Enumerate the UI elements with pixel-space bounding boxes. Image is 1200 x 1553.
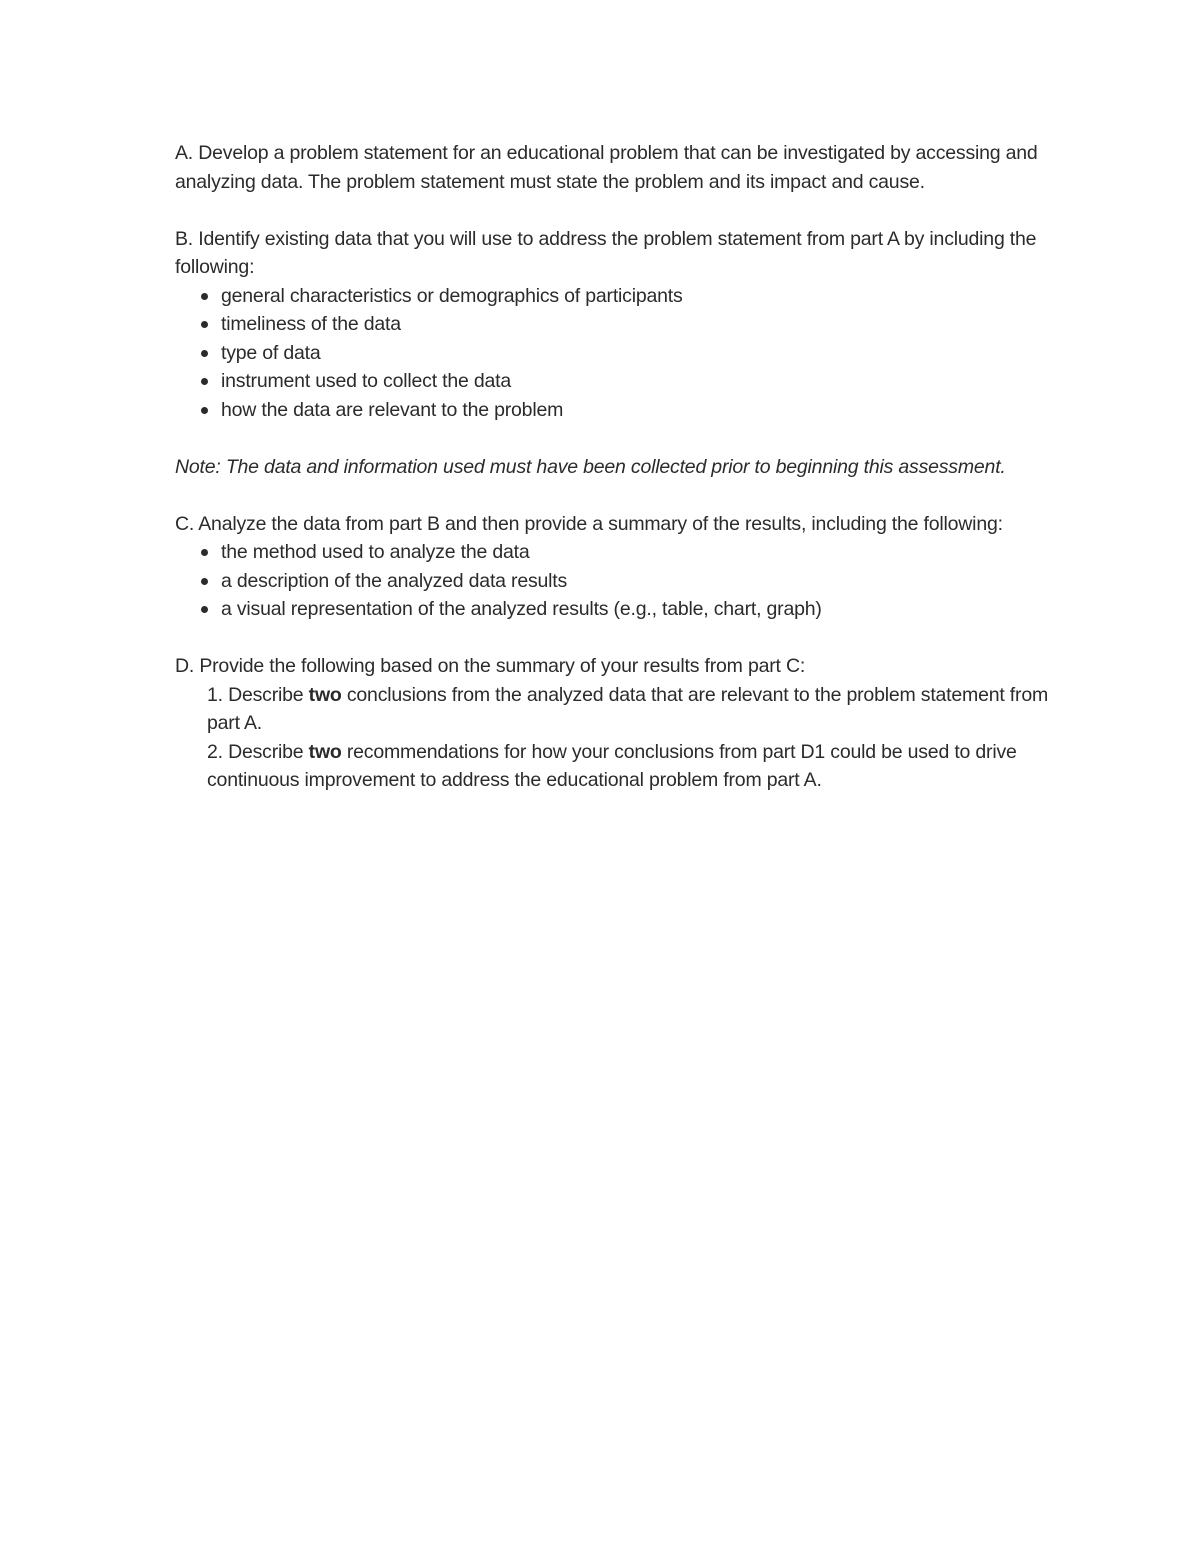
emphasis-two: two (308, 683, 342, 706)
list-item: 2. Describe two recommendations for how your conclusions from part D1 could be used to drive continuous improvement to address the educational problem from part A. (207, 740, 1017, 791)
spacer (175, 481, 1075, 510)
bullet-icon (201, 378, 208, 385)
section-a-text: A. Develop a problem statement for an educational problem that can be investigated by accessing and analyzing data. The problem statement must state the problem and its impact and cause. (175, 142, 1038, 193)
emphasis-two: two (308, 740, 342, 763)
section-b-intro: B. Identify existing data that you will use to address the problem statement from part A by including the following: (175, 227, 1037, 278)
bullet-icon (201, 407, 208, 414)
list-item: a visual representation of the analyzed results (e.g., table, chart, graph) (199, 595, 1075, 624)
list-item: the method used to analyze the data (199, 538, 1075, 567)
section-d-intro: D. Provide the following based on the summary of your results from part C: (175, 655, 806, 677)
document-page (175, 139, 1075, 795)
list-item: how the data are relevant to the problem (199, 396, 1075, 425)
spacer (175, 424, 1075, 453)
list-item: a description of the analyzed data results (199, 567, 1075, 596)
section-c-list (175, 538, 1075, 624)
list-item: timeliness of the data (199, 310, 1075, 339)
section-b-list (175, 282, 1075, 425)
list-item: instrument used to collect the data (199, 367, 1075, 396)
spacer (175, 624, 1075, 653)
list-item: type of data (199, 339, 1075, 368)
note-text: Note: The data and information used must have been collected prior to beginning this assessment. (175, 455, 1006, 478)
list-item: 1. Describe two conclusions from the analyzed data that are relevant to the problem statement from part A. (207, 683, 1049, 734)
bullet-icon (201, 606, 208, 613)
list-item: general characteristics or demographics of participants (199, 282, 1075, 311)
bullet-icon (201, 549, 208, 556)
spacer (175, 196, 1075, 225)
section-c-intro: C. Analyze the data from part B and then provide a summary of the results, including the following: (175, 512, 1003, 535)
bullet-icon (201, 321, 208, 328)
bullet-icon (201, 293, 208, 300)
section-d-list (175, 681, 1075, 795)
bullet-icon (201, 578, 208, 585)
bullet-icon (201, 350, 208, 357)
